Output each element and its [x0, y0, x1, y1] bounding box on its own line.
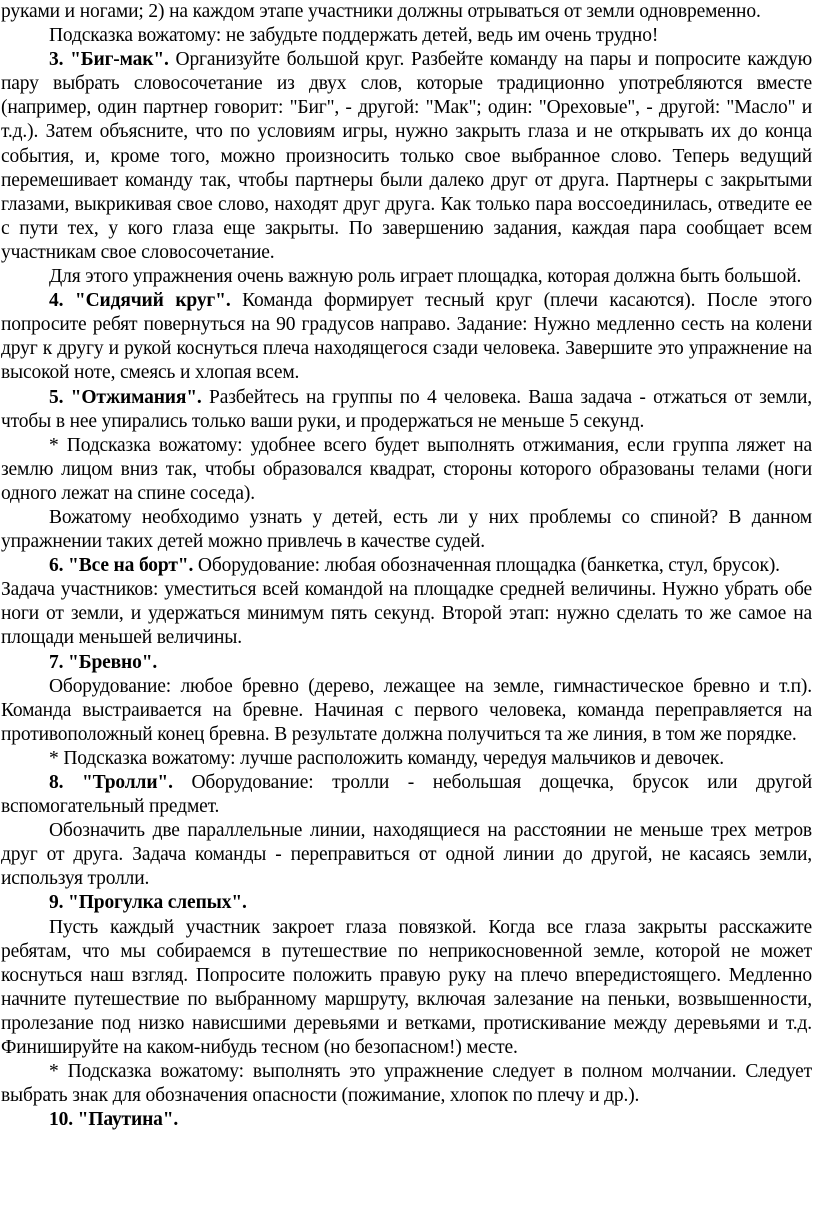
paragraph — [1, 48, 812, 265]
paragraph-text: Для этого упражнения очень важную роль играет площадка, которая должна быть большой. — [49, 266, 802, 288]
paragraph-text: Обозначить две параллельные линии, находящиеся на расстоянии не меньше трех метров друг от друга. Задача команды - переправиться от одной линии до другой, не касаясь земли, используя тролли. — [1, 820, 812, 890]
paragraph-text: * Подсказка вожатому: выполнять это упражнение следует в полном молчании. Следует выбрать знак для обозначения опасности (пожимание, хлопок по плечу и др.). — [1, 1061, 812, 1107]
section-heading: 6. "Все на борт". — [49, 555, 194, 577]
paragraph — [1, 747, 812, 771]
paragraph-text: Пусть каждый участник закроет глаза повязкой. Когда все глаза закрыты расскажите ребятам, что мы собираемся в путешествие по неприкосновенной земле, которой не может коснуться наш взгляд. Попросите положить правую руку на плечо впередистоящего. Медленно начните путешествие по выбранному маршруту, включая залезание на пеньки, возвышенности, пролезание под низко нависшими деревьями и ветками, протискивание между деревьями и т.д. Финишируйте на каком-нибудь тесном (но безопасном!) месте. — [1, 916, 812, 1059]
paragraph — [1, 771, 812, 819]
section-heading: 9. "Прогулка слепых". — [49, 892, 247, 914]
paragraph — [1, 1108, 812, 1132]
section-heading: 8. "Тролли". — [49, 772, 173, 793]
paragraph — [1, 265, 812, 289]
paragraph-text: Команда формирует тесный круг (плечи касаются). После этого попросите ребят повернуться на 90 градусов направо. Задание: Нужно медленно сесть на колени друг к другу и рукой коснуться плеча находящегося сзади человека. Завершите это упражнение на высокой ноте, смеясь и хлопая всем. — [1, 290, 812, 384]
section-heading: 3. "Биг-мак". — [49, 49, 169, 71]
paragraph-text: Подсказка вожатому: не забудьте поддержать детей, ведь им очень трудно! — [49, 25, 659, 47]
paragraph — [1, 289, 812, 385]
paragraph — [1, 386, 812, 434]
section-heading: 4. "Сидячий круг". — [49, 290, 231, 312]
paragraph-text: Оборудование: любая обозначенная площадка (банкетка, стул, брусок). — [193, 555, 780, 577]
paragraph-text: Оборудование: любое бревно (дерево, лежащее на земле, гимнастическое бревно и т.п). Команда выстраивается на бревне. Начиная с первого человека, команда переправляется на противоположный конец бревна. В результате должна получиться та же линия, в том же порядке. — [1, 675, 812, 745]
paragraph — [1, 819, 812, 891]
paragraph-text: * Подсказка вожатому: лучше расположить команду, чередуя мальчиков и девочек. — [49, 747, 724, 769]
paragraph — [1, 675, 812, 747]
paragraph — [1, 0, 812, 24]
paragraph — [1, 1060, 812, 1108]
paragraph-text: Вожатому необходимо узнать у детей, есть ли у них проблемы со спиной? В данном упражнении таких детей можно привлечь в качестве судей. — [1, 506, 812, 553]
section-heading: 5. "Отжимания". — [49, 386, 202, 408]
paragraph — [1, 578, 812, 650]
paragraph — [1, 434, 812, 506]
paragraph — [1, 554, 812, 578]
paragraph — [1, 24, 812, 48]
paragraph — [1, 891, 812, 915]
paragraph-text: * Подсказка вожатому: удобнее всего будет выполнять отжимания, если группа ляжет на землю лицом вниз так, чтобы образовался квадрат, стороны которого образованы телами (ноги одного лежат на спине соседа). — [1, 434, 812, 504]
paragraph — [1, 916, 812, 1061]
section-heading: 10. "Паутина". — [49, 1109, 179, 1131]
paragraph-text: Оборудование: тролли - небольшая дощечка, брусок или другой вспомогательный предмет. — [1, 772, 812, 818]
paragraph-text: Разбейтесь на группы по 4 человека. Ваша задача - отжаться от земли, чтобы в нее упирались только ваши руки, и продержаться не меньше 5 секунд. — [1, 386, 812, 432]
paragraph-text: Организуйте большой круг. Разбейте команду на пары и попросите каждую пару выбрать словосочетание из двух слов, которые традиционно употребляются вместе (например, один партнер говорит: "Биг", - другой: "Мак"; один: "Ореховые", - другой: "Масло" и т.д.). Затем объясните, что по условиям игры, нужно закрыть глаза и не открывать их до конца события, и, кроме того, можно произносить только свое выбранное слово. Теперь ведущий перемешивает команду так, чтобы партнеры были далеко друг от друга. Партнеры с закрытыми глазами, выкрикивая свое слово, находят друг друга. Как только пара воссоединилась, отведите ее с пути тех, у кого глаза еще закрыты. По завершению задания, каждая пара сообщает всем участникам свое словосочетание. — [1, 49, 812, 263]
paragraph — [1, 651, 812, 675]
paragraph — [1, 506, 812, 554]
section-heading: 7. "Бревно". — [49, 651, 158, 673]
paragraph-text: руками и ногами; 2) на каждом этапе участники должны отрываться от земли одновременно. — [1, 1, 761, 22]
paragraph-text: Задача участников: уместиться всей командой на площадке средней величины. Нужно убрать обе ноги от земли, и удержаться минимум пять секунд. Второй этап: нужно сделать то же самое на площади меньшей величины. — [1, 579, 812, 649]
